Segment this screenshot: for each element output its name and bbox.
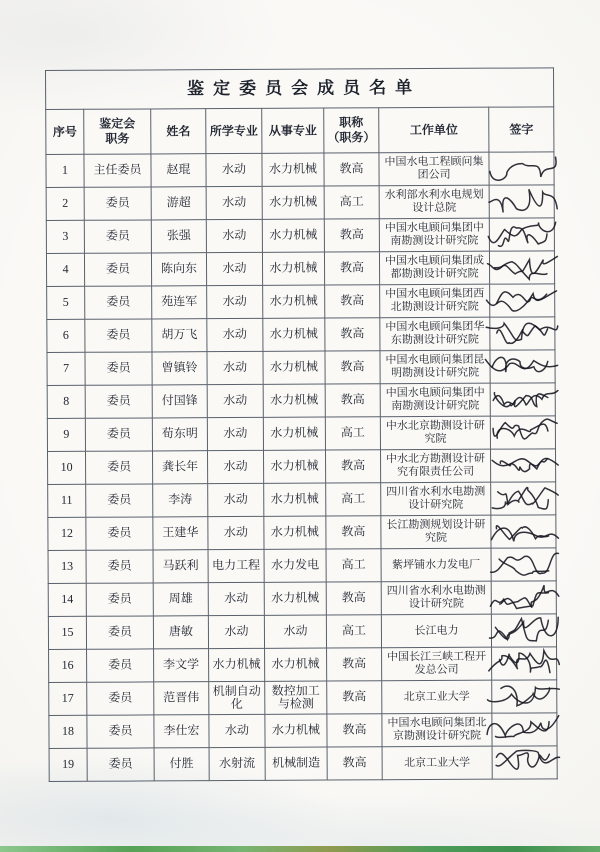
cell-signature <box>490 449 555 482</box>
cell-major: 水动 <box>207 384 263 417</box>
cell-org: 长江勘测规划设计研究院 <box>381 515 491 549</box>
cell-no: 14 <box>48 583 86 616</box>
cell-name: 张强 <box>151 220 206 253</box>
cell-role: 委员 <box>85 451 152 484</box>
cell-org: 中国水电顾问集团昆明勘测设计研究院 <box>380 350 490 384</box>
column-header-no: 序号 <box>46 109 84 154</box>
cell-name: 陈向东 <box>151 253 206 286</box>
cell-major: 水动 <box>207 318 263 351</box>
table-row <box>46 152 554 188</box>
cell-name: 马跃利 <box>153 550 208 583</box>
cell-no: 13 <box>48 550 86 583</box>
signature-ink <box>480 413 565 452</box>
signature-ink <box>479 149 564 187</box>
cell-field: 机械制造 <box>265 747 327 780</box>
cell-title: 教高 <box>325 351 380 384</box>
cell-major: 水动 <box>208 483 264 516</box>
cell-role: 委员 <box>84 253 151 286</box>
cell-org: 水利部水利水电规划设计总院 <box>379 185 489 219</box>
cell-role: 委员 <box>86 484 153 517</box>
cell-major: 水动 <box>207 285 263 318</box>
cell-signature <box>489 218 554 251</box>
table-row <box>49 713 557 749</box>
cell-major: 水动 <box>207 351 263 384</box>
cell-field: 水力机械 <box>264 582 326 615</box>
cell-major: 水动 <box>207 450 263 483</box>
cell-org: 北京工业大学 <box>382 746 492 780</box>
column-header-role: 鉴定会 职务 <box>84 109 151 154</box>
cell-role: 委员 <box>86 517 153 550</box>
signature-ink <box>482 516 564 547</box>
cell-signature <box>489 251 554 284</box>
committee-table <box>45 67 558 782</box>
cell-org: 紫坪铺水力发电厂 <box>381 548 491 582</box>
cell-no: 2 <box>46 187 84 220</box>
table-row <box>47 383 555 419</box>
cell-major: 水动 <box>207 417 263 450</box>
cell-field: 水动 <box>264 615 326 648</box>
cell-title: 高工 <box>326 549 381 582</box>
cell-title: 教高 <box>326 516 381 549</box>
cell-name: 周雄 <box>153 583 208 616</box>
cell-title: 高工 <box>326 483 381 516</box>
column-header-major: 所学专业 <box>206 108 262 153</box>
cell-signature <box>490 350 555 383</box>
cell-field: 水力机械 <box>263 318 325 351</box>
cell-signature <box>491 482 556 515</box>
column-header-title: 职称 （职务） <box>324 108 379 153</box>
cell-signature <box>491 515 556 548</box>
cell-name: 龚长年 <box>152 451 207 484</box>
cell-field: 水力机械 <box>265 714 327 747</box>
cell-no: 4 <box>46 253 84 286</box>
cell-no: 8 <box>47 385 85 418</box>
cell-org: 中国长江三峡工程开发总公司 <box>382 647 492 681</box>
cell-name: 胡万飞 <box>152 319 207 352</box>
cell-org: 中国水电顾问集团西北勘测设计研究院 <box>380 284 490 318</box>
cell-title: 教高 <box>325 450 380 483</box>
cell-title: 教高 <box>325 318 380 351</box>
cell-org: 四川省水利水电勘测设计研究院 <box>381 581 491 615</box>
cell-name: 游超 <box>151 187 206 220</box>
cell-no: 15 <box>48 616 86 649</box>
signature-ink <box>482 483 565 515</box>
cell-name: 李涛 <box>153 484 208 517</box>
cell-org: 中国水电顾问集团北京勘测设计研究院 <box>382 713 492 747</box>
cell-field: 水力机械 <box>263 384 325 417</box>
cell-field: 水力发电 <box>264 549 326 582</box>
cell-major: 水动 <box>206 186 262 219</box>
title-row <box>46 68 554 110</box>
cell-name: 唐敏 <box>153 616 208 649</box>
cell-field: 水力机械 <box>262 219 324 252</box>
cell-no: 11 <box>48 484 86 517</box>
cell-major: 水力机械 <box>209 648 265 681</box>
table-row <box>46 251 554 287</box>
signature-ink <box>483 681 565 712</box>
table-row <box>49 647 557 683</box>
signature-ink <box>482 613 566 648</box>
column-header-field: 从事专业 <box>262 108 324 153</box>
cell-major: 水动 <box>206 153 262 186</box>
cell-role: 委员 <box>86 550 153 583</box>
header-row <box>46 107 554 155</box>
cell-role: 委员 <box>87 682 154 715</box>
cell-title: 教高 <box>324 153 379 186</box>
cell-role: 主任委员 <box>84 154 151 187</box>
cell-org: 中水北方勘测设计研究有限责任公司 <box>380 449 490 483</box>
cell-title: 教高 <box>325 285 380 318</box>
cell-name: 付国锋 <box>152 385 207 418</box>
cell-title: 高工 <box>324 186 379 219</box>
table-row <box>46 185 554 221</box>
cell-major: 水动 <box>209 714 265 747</box>
table-row <box>49 746 557 782</box>
committee-table-wrap <box>45 67 557 782</box>
table-body <box>46 152 557 782</box>
cell-title: 教高 <box>327 714 382 747</box>
cell-major: 水动 <box>208 615 264 648</box>
cell-field: 水力机械 <box>264 483 326 516</box>
signature-ink <box>480 184 564 219</box>
signature-ink <box>483 746 566 779</box>
cell-name: 王建华 <box>153 517 208 550</box>
cell-no: 18 <box>49 715 87 748</box>
cell-org: 中国水电顾问集团中南勘测设计研究院 <box>379 218 489 252</box>
cell-no: 3 <box>46 220 84 253</box>
cell-role: 委员 <box>84 220 151 253</box>
column-header-org: 工作单位 <box>379 107 489 153</box>
cell-org: 四川省水利水电勘测设计研究院 <box>381 482 491 516</box>
cell-no: 12 <box>48 517 86 550</box>
cell-major: 水动 <box>208 582 264 615</box>
cell-field: 数控加工与检测 <box>265 681 327 714</box>
cell-name: 赵琨 <box>151 154 206 187</box>
cell-signature <box>492 713 557 746</box>
table-row <box>48 482 556 518</box>
signature-ink <box>479 215 564 254</box>
cell-role: 委员 <box>85 319 152 352</box>
cell-title: 教高 <box>324 219 379 252</box>
cell-field: 水力机械 <box>263 285 325 318</box>
cell-field: 水力机械 <box>265 648 327 681</box>
cell-field: 水力机械 <box>262 153 324 186</box>
cell-no: 17 <box>49 682 87 715</box>
cell-title: 教高 <box>327 747 382 780</box>
table-row <box>48 581 556 617</box>
cell-role: 委员 <box>84 187 151 220</box>
cell-signature <box>490 416 555 449</box>
cell-role: 委员 <box>87 715 154 748</box>
signature-ink <box>481 446 566 484</box>
cell-title: 教高 <box>326 582 381 615</box>
cell-name: 荀东明 <box>152 418 207 451</box>
table-row <box>48 614 556 650</box>
cell-field: 水力机械 <box>263 417 325 450</box>
scanner-edge-artifact <box>0 846 600 852</box>
table-row <box>47 416 555 452</box>
cell-name: 苑连军 <box>152 286 207 319</box>
cell-name: 付胜 <box>154 748 209 781</box>
cell-major: 水动 <box>208 516 264 549</box>
signature-ink <box>482 580 566 616</box>
cell-org: 北京工业大学 <box>382 680 492 714</box>
cell-no: 9 <box>47 418 85 451</box>
cell-major: 水动 <box>206 252 262 285</box>
cell-signature <box>489 152 554 185</box>
table-row <box>48 515 556 551</box>
table-row <box>47 284 555 320</box>
column-header-signature: 签字 <box>489 107 554 152</box>
cell-signature <box>491 581 556 614</box>
cell-signature <box>492 647 557 680</box>
cell-role: 委员 <box>85 385 152 418</box>
cell-title: 教高 <box>327 681 382 714</box>
cell-signature <box>491 548 556 581</box>
table-title: 鉴定委员会成员名单 <box>46 68 554 110</box>
cell-org: 中国水电顾问集团华东勘测设计研究院 <box>380 317 490 351</box>
cell-field: 水力机械 <box>263 351 325 384</box>
cell-name: 范晋伟 <box>154 682 209 715</box>
cell-name: 李文学 <box>154 649 209 682</box>
signature-ink <box>481 317 564 350</box>
column-header-name: 姓名 <box>151 109 206 154</box>
table-row <box>47 317 555 353</box>
cell-signature <box>492 746 557 779</box>
signature-ink <box>481 252 564 284</box>
cell-role: 委员 <box>85 418 152 451</box>
cell-org: 中国水电工程顾问集团公司 <box>379 152 489 186</box>
cell-role: 委员 <box>85 352 152 385</box>
table-row <box>48 548 556 584</box>
cell-org: 中国水电顾问集团成都勘测设计研究院 <box>379 251 489 285</box>
cell-role: 委员 <box>86 583 153 616</box>
cell-role: 委员 <box>86 616 153 649</box>
cell-no: 6 <box>47 319 85 352</box>
signature-ink <box>483 712 567 747</box>
cell-no: 19 <box>49 748 87 781</box>
cell-title: 教高 <box>327 648 382 681</box>
cell-no: 5 <box>47 286 85 319</box>
cell-major: 水射流 <box>209 747 265 780</box>
cell-role: 委员 <box>85 286 152 319</box>
cell-no: 16 <box>49 649 87 682</box>
cell-signature <box>492 680 557 713</box>
cell-signature <box>491 614 556 647</box>
table-row <box>49 680 557 716</box>
signature-ink <box>481 350 564 383</box>
signature-ink <box>482 549 564 580</box>
cell-org: 长江电力 <box>381 614 491 648</box>
table-row <box>46 218 554 254</box>
cell-role: 委员 <box>87 649 154 682</box>
cell-major: 电力工程 <box>208 549 264 582</box>
cell-no: 1 <box>46 154 84 187</box>
cell-title: 教高 <box>324 252 379 285</box>
signature-ink <box>482 645 566 682</box>
cell-org: 中国水电顾问集团中南勘测设计研究院 <box>380 383 490 417</box>
cell-major: 水动 <box>206 219 262 252</box>
cell-signature <box>490 317 555 350</box>
cell-no: 7 <box>47 352 85 385</box>
cell-name: 李仕宏 <box>154 715 209 748</box>
signature-ink <box>482 384 564 415</box>
cell-title: 高工 <box>326 615 381 648</box>
cell-no: 10 <box>47 451 85 484</box>
signature-ink <box>480 282 565 320</box>
cell-name: 曾镇铃 <box>152 352 207 385</box>
cell-role: 委员 <box>87 748 154 781</box>
cell-major: 机制自动化 <box>209 681 265 714</box>
cell-title: 高工 <box>325 417 380 450</box>
cell-org: 中水北京勘测设计研究院 <box>380 416 490 450</box>
cell-title: 教高 <box>325 384 380 417</box>
cell-field: 水力机械 <box>263 450 325 483</box>
cell-signature <box>489 185 554 218</box>
cell-signature <box>490 383 555 416</box>
cell-signature <box>490 284 555 317</box>
cell-field: 水力机械 <box>262 252 324 285</box>
cell-field: 水力机械 <box>264 516 326 549</box>
table-row <box>47 350 555 386</box>
table-row <box>47 449 555 485</box>
cell-field: 水力机械 <box>262 186 324 219</box>
